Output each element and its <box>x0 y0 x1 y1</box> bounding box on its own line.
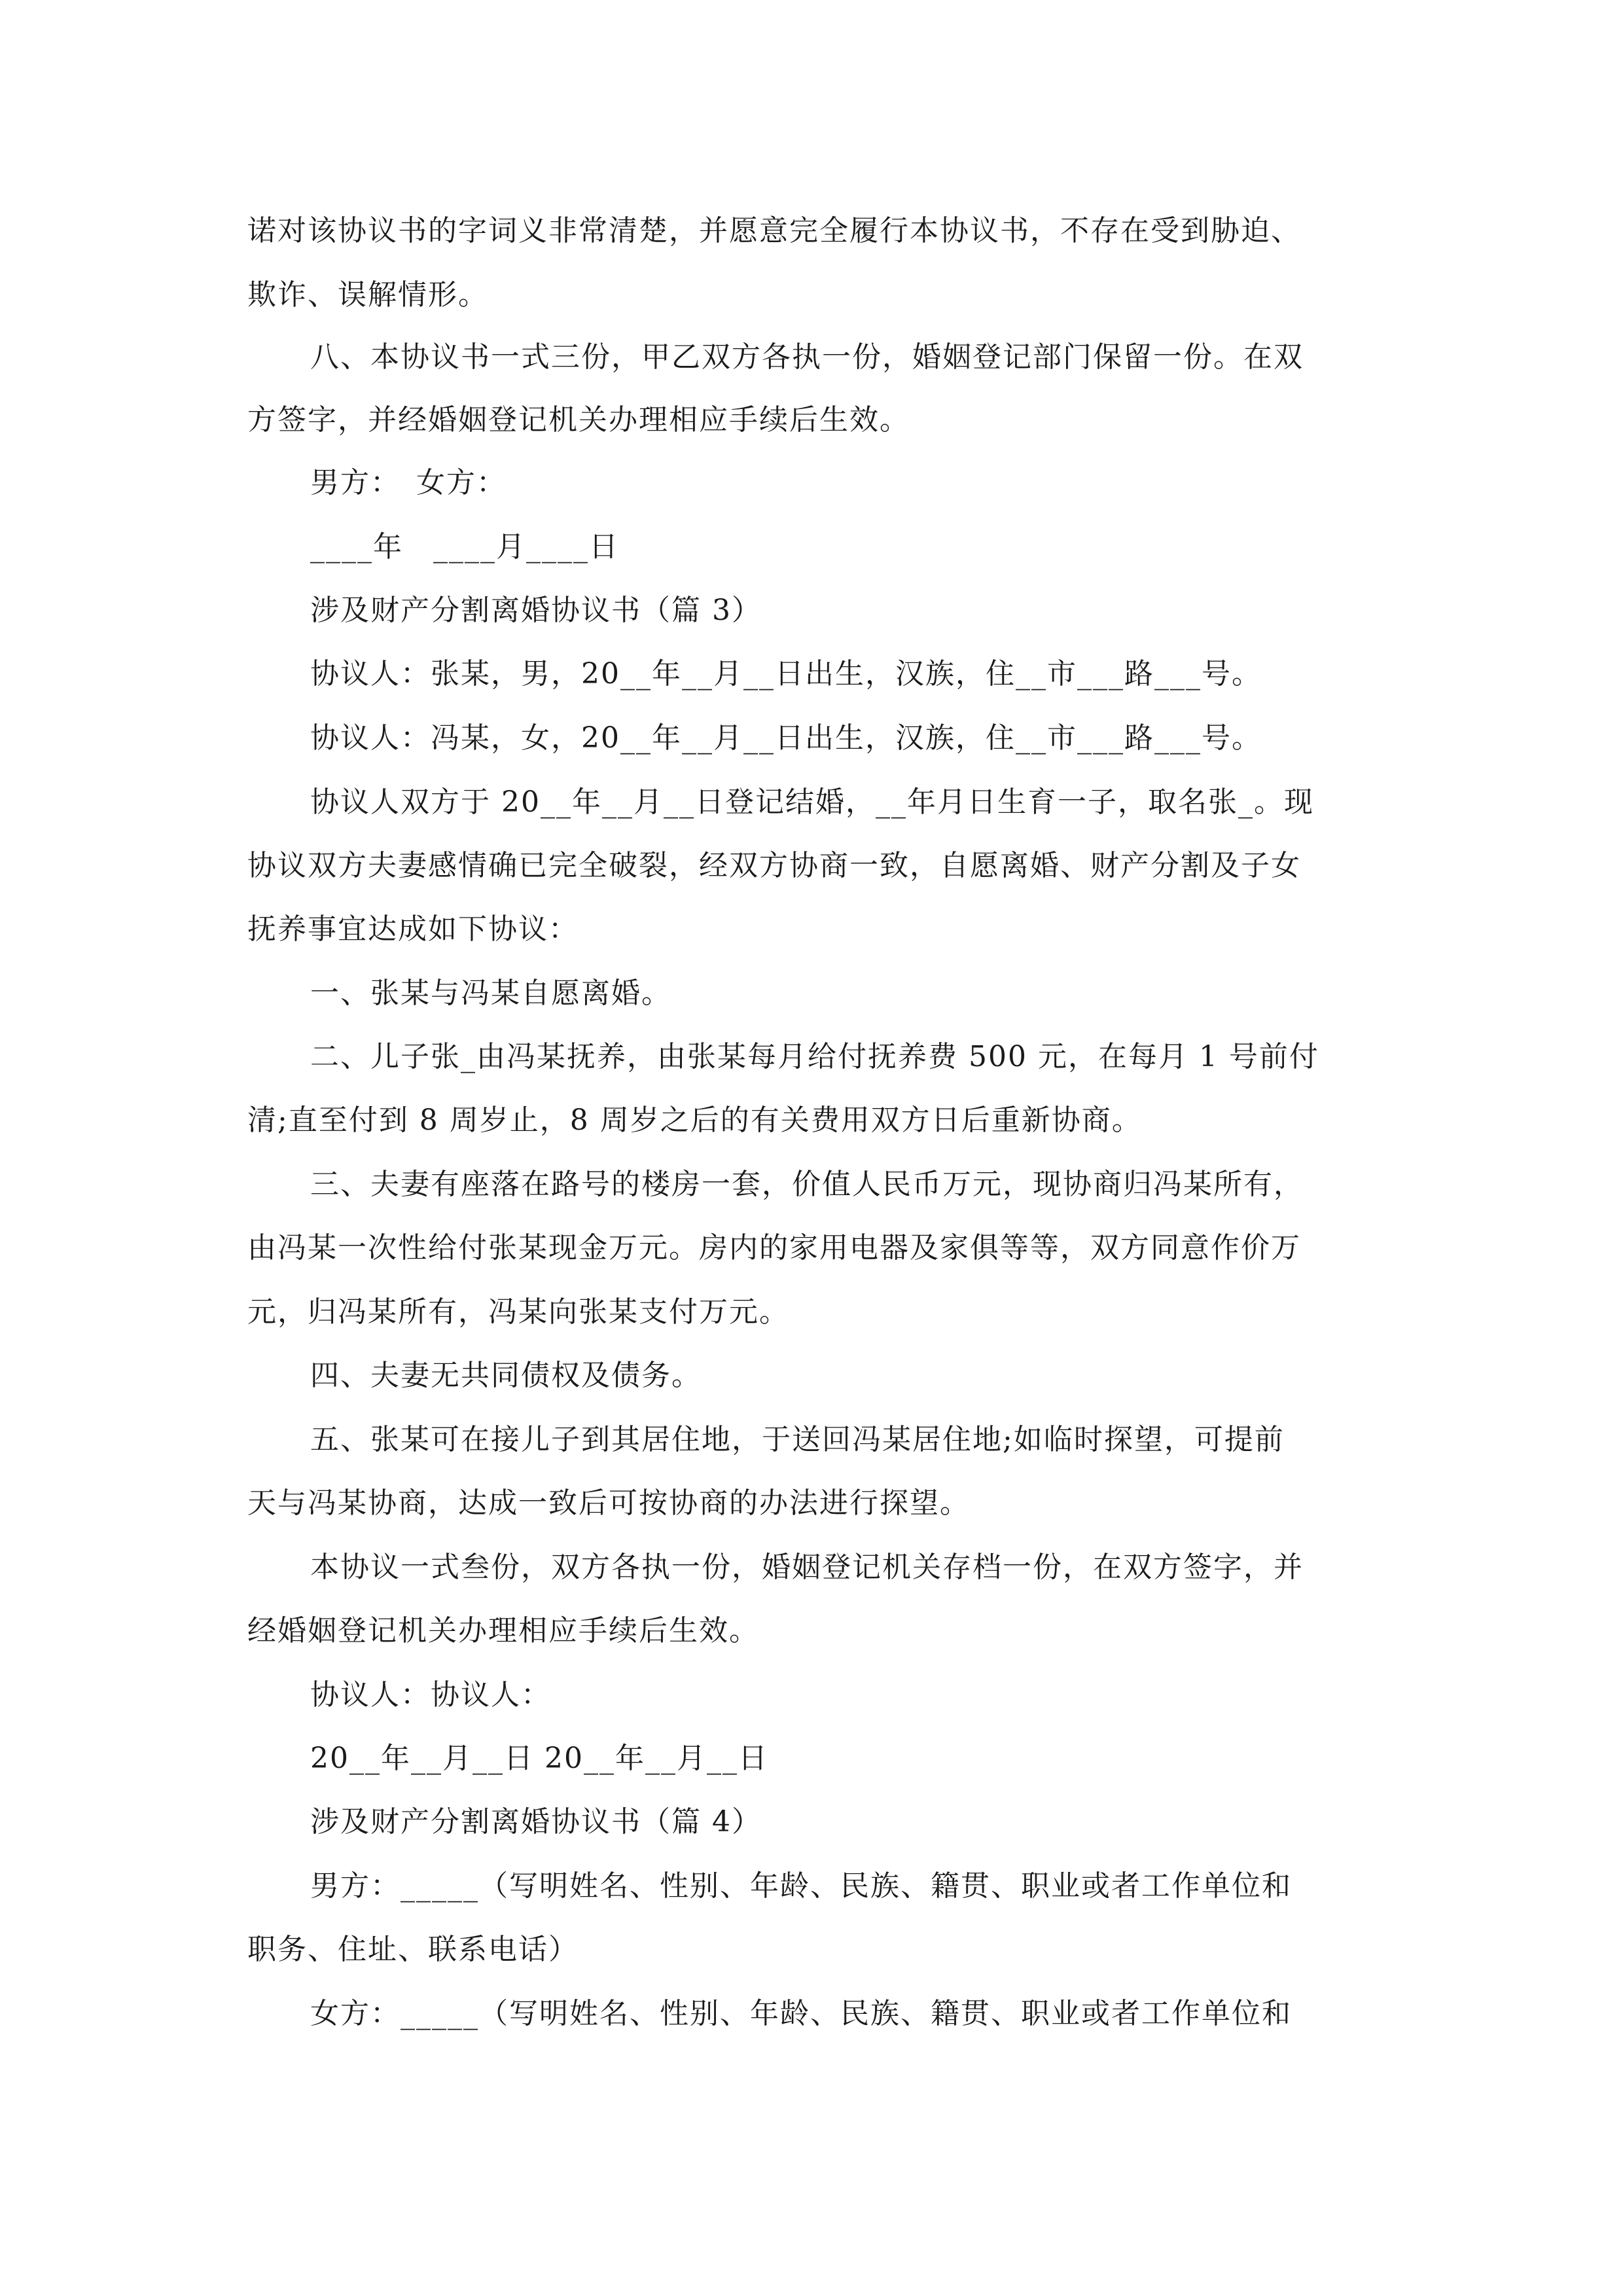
text-line: 诺对该协议书的字词义非常清楚，并愿意完全履行本协议书，不存在受到胁迫、 <box>247 214 1301 247</box>
text-line: 协议双方夫妻感情确已完全破裂，经双方协商一致，自愿离婚、财产分割及子女 <box>247 849 1301 882</box>
party-line: 男方：_____（写明姓名、性别、年龄、民族、籍贯、职业或者工作单位和 <box>310 1869 1292 1903</box>
text-line: 欺诈、误解情形。 <box>247 278 488 312</box>
party-line: 协议人：张某，男，20__年__月__日出生，汉族，住__市___路___号。 <box>310 657 1262 691</box>
paragraph-line: 协议人双方于 20__年__月__日登记结婚，__年月日生育一子，取名张_。现 <box>310 785 1314 819</box>
text-line: 抚养事宜达成如下协议： <box>247 912 579 946</box>
text-line: 天与冯某协商，达成一致后可按协商的办法进行探望。 <box>247 1486 970 1520</box>
text-line: 职务、住址、联系电话） <box>247 1933 579 1966</box>
text-line: 由冯某一次性给付张某现金万元。房内的家用电器及家俱等等，双方同意作价万 <box>247 1231 1301 1265</box>
paragraph-line: 本协议一式叁份，双方各执一份，婚姻登记机关存档一份，在双方签字，并 <box>310 1551 1304 1584</box>
text-line: 方签字，并经婚姻登记机关办理相应手续后生效。 <box>247 403 910 437</box>
clause-line: 一、张某与冯某自愿离婚。 <box>310 977 671 1010</box>
paragraph-line: 八、本协议书一式三份，甲乙双方各执一份，婚姻登记部门保留一份。在双 <box>310 340 1304 374</box>
text-line: 经婚姻登记机关办理相应手续后生效。 <box>247 1614 759 1647</box>
signature-line: 协议人：协议人： <box>310 1678 551 1712</box>
section-heading: 涉及财产分割离婚协议书（篇 4） <box>310 1805 762 1839</box>
date-line: ____年 ____月____日 <box>310 530 619 564</box>
clause-line: 五、张某可在接儿子到其居住地，于送回冯某居住地;如临时探望，可提前 <box>310 1423 1285 1456</box>
section-heading: 涉及财产分割离婚协议书（篇 3） <box>310 594 762 627</box>
text-line: 元，归冯某所有，冯某向张某支付万元。 <box>247 1295 789 1329</box>
clause-line: 三、夫妻有座落在路号的楼房一套，价值人民币万元，现协商归冯某所有， <box>310 1168 1304 1201</box>
date-line: 20__年__月__日 20__年__月__日 <box>310 1742 768 1775</box>
party-line: 女方：_____（写明姓名、性别、年龄、民族、籍贯、职业或者工作单位和 <box>310 1997 1292 2030</box>
signature-line: 男方： 女方： <box>310 466 507 499</box>
party-line: 协议人：冯某，女，20__年__月__日出生，汉族，住__市___路___号。 <box>310 721 1262 755</box>
clause-line: 二、儿子张_由冯某抚养，由张某每月给付抚养费 500 元，在每月 1 号前付 <box>310 1040 1319 1073</box>
text-line: 清;直至付到 8 周岁止，8 周岁之后的有关费用双方日后重新协商。 <box>247 1103 1142 1137</box>
clause-line: 四、夫妻无共同债权及债务。 <box>310 1359 702 1392</box>
